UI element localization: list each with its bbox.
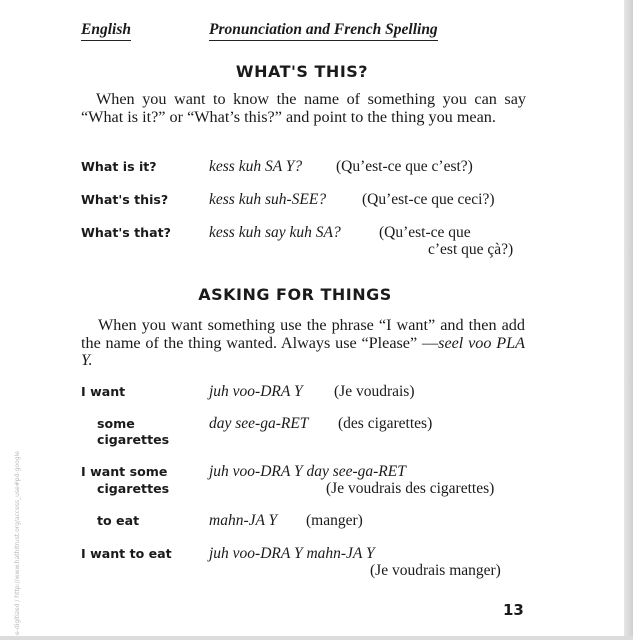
phrase-pronunciation: kess kuh suh-SEE?: [209, 191, 327, 208]
page-edge-shadow: [624, 0, 633, 640]
paragraph-dash: —: [421, 333, 439, 352]
phrase-english: to eat: [97, 513, 140, 528]
intro-paragraph-asking: [81, 317, 525, 370]
phrase-english-continued: cigarettes: [97, 481, 170, 496]
phrase-french: (des cigarettes): [338, 415, 433, 432]
phrase-english: I want: [81, 384, 126, 399]
phrase-pronunciation: mahn-JA Y: [209, 512, 278, 529]
phrase-english: I want some: [81, 464, 168, 479]
phrase-pronunciation: kess kuh say kuh SA?: [209, 224, 341, 241]
phrase-pronunciation: kess kuh SA Y?: [209, 158, 303, 175]
running-header-right: Pronunciation and French Spelling: [209, 21, 438, 41]
phrase-french: (Je voudrais): [334, 383, 415, 400]
phrase-english: What is it?: [81, 159, 157, 174]
phrase-french: (manger): [306, 512, 363, 529]
phrase-pronunciation: juh voo-DRA Y day see-ga-RET: [209, 463, 406, 480]
intro-paragraph-whats-this: When you want to know the name of something you can say “What is it?” or “What’s this?” and point to the thing you mean.: [81, 90, 526, 126]
phrase-english: some: [97, 416, 135, 431]
phrase-english: What's this?: [81, 192, 169, 207]
phrase-french: (Qu’est-ce que ceci?): [362, 191, 495, 208]
phrase-french-continued: c’est que çà?): [428, 241, 514, 258]
phrase-french: (Je voudrais manger): [370, 562, 501, 579]
section-title-asking-for-things: ASKING FOR THINGS: [198, 285, 392, 304]
phrase-pronunciation: juh voo-DRA Y: [209, 383, 303, 400]
paragraph-main-text: When you want something use the phrase “I want” and then add the name of the thing wanted. Always use “Please”: [81, 316, 525, 352]
paragraph-pronunciation: seel voo PLA Y.: [81, 333, 525, 369]
phrase-english: What's that?: [81, 225, 171, 240]
phrase-french: (Je voudrais des cigarettes): [326, 480, 495, 497]
phrase-english-continued: cigarettes: [97, 432, 170, 447]
phrase-pronunciation: juh voo-DRA Y mahn-JA Y: [209, 545, 375, 562]
phrase-french: (Qu’est-ce que: [379, 224, 471, 241]
page-bottom-edge: [0, 636, 633, 640]
phrase-pronunciation: day see-ga-RET: [209, 415, 309, 432]
running-header-left: English: [81, 21, 131, 41]
phrase-french: (Qu’est-ce que c’est?): [336, 158, 473, 175]
scan-watermark: e-digitized / http://www.hathitrust.org/access_use#pd-google: [14, 451, 21, 635]
page-number: 13: [503, 601, 524, 619]
phrase-english: I want to eat: [81, 546, 172, 561]
section-title-whats-this: WHAT'S THIS?: [235, 62, 369, 81]
